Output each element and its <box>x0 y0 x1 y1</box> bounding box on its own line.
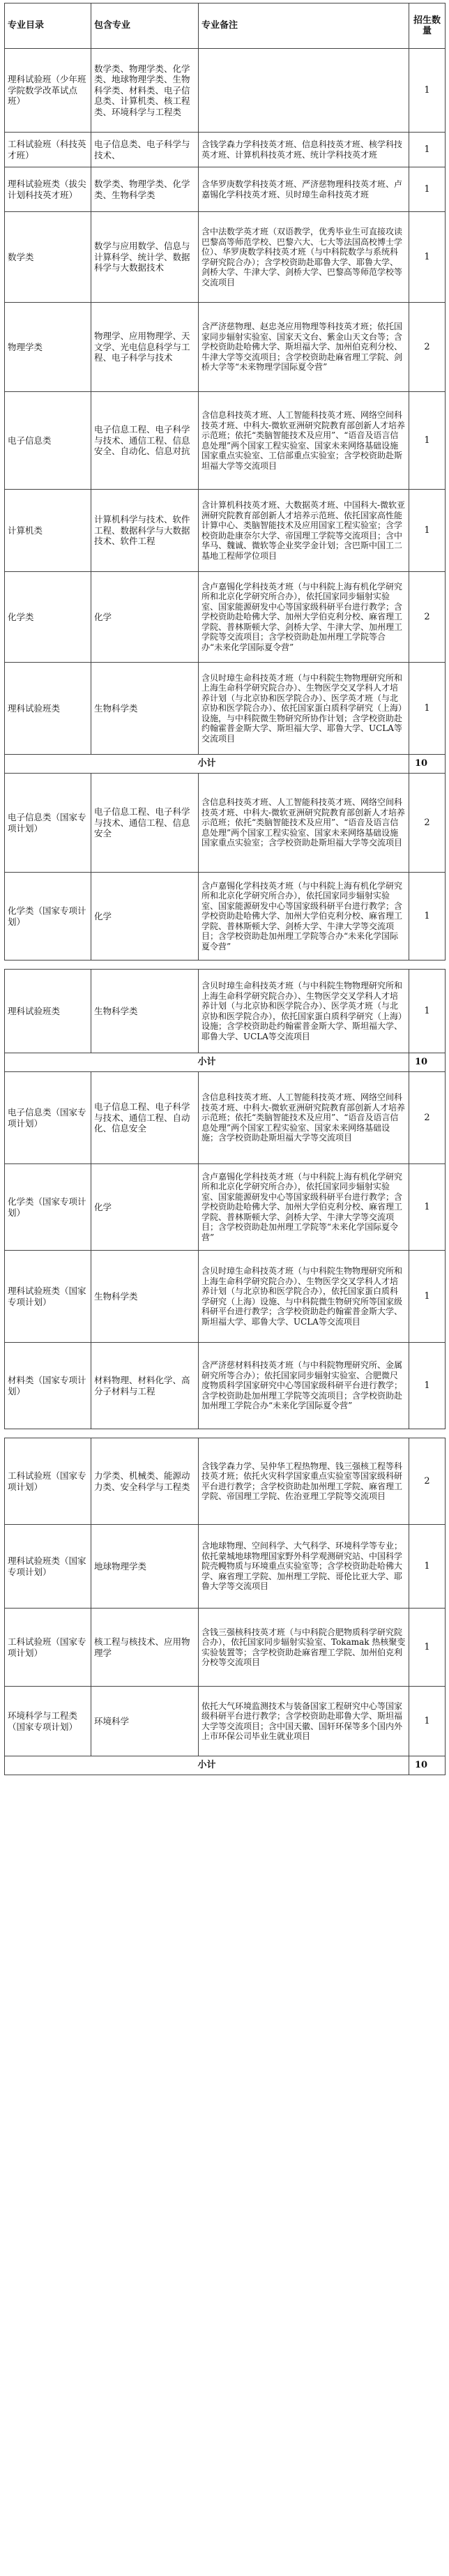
header-notes: 专业备注 <box>199 3 409 49</box>
notes-cell: 含信息科技英才班、人工智能科技英才班、网络空间科技英才班、中科大-微软亚洲研究院教育部创新人才培养示范班；依托“类脑智能技术及应用”、“语音及语言信息处理”两个国家工程实验室、国家未来网络基础设施；含学校资助赴斯坦福大学等交流项目 <box>199 1072 409 1164</box>
notes-cell: 含中法数学英才班（双语教学，优秀毕业生可直接攻读巴黎高等师范学校、巴黎六大、七大等法国高校博士学位）、华罗庚数学科技英才班（与中科院数学与系统科学研究院合办）；含学校资助赴耶鲁大学、耶鲁大学、剑桥大学、牛津大学、剑桥大学、巴黎高等师范学校等交流项目 <box>199 212 409 303</box>
major-cell: 化学类（国家专项计划） <box>5 1164 91 1251</box>
major-cell: 工科试验班（国家专项计划） <box>5 1609 91 1687</box>
includes-cell: 生物科学类 <box>91 970 199 1053</box>
major-cell: 计算机类 <box>5 490 91 572</box>
table-row <box>5 1687 446 1756</box>
section-gap-cell <box>5 961 446 970</box>
header-major-group: 专业目录 <box>5 3 91 49</box>
notes-cell: 含严济慈物理、赵忠尧应用物理等科技英才班；依托国家同步辐射实验室、国家天文台、紫金山天文台等；含学校资助赴哈佛大学、斯坦福大学、加州伯克利分校、牛津大学等交流项目；含学校资助赴麻省理工学院、剑桥大学等“未来物理学国际夏令营” <box>199 303 409 392</box>
includes-cell: 电子信息工程、电子科学与技术、通信工程、信息安全、自动化、信息对抗 <box>91 392 199 490</box>
major-cell: 理科试验班（少年班学院数学改革试点班） <box>5 49 91 133</box>
quota-cell: 1 <box>409 1525 446 1609</box>
table-row <box>5 392 446 490</box>
table-row <box>5 663 446 755</box>
enrollment-plan-table <box>4 3 446 1775</box>
quota-cell: 2 <box>409 1438 446 1525</box>
quota-cell: 1 <box>409 167 446 212</box>
table-row <box>5 873 446 961</box>
table-row <box>5 167 446 212</box>
table-row <box>5 1438 446 1525</box>
subtotal-label: 小计 <box>5 1053 409 1072</box>
notes-cell: 含贝时璋生命科技英才班（与中科院生物物理研究所和上海生命科学研究院合办）、生物医学交叉学科人才培养计划（与北京协和医学院合办）、医学英才班（与北京协和医学院合办），依托国家蛋白质科学研究（上海）设施；含学校资助赴约翰霍普金斯大学、斯坦福大学、耶鲁大学、UCLA等交流项目 <box>199 970 409 1053</box>
major-cell: 物理学类 <box>5 303 91 392</box>
major-cell: 理科试验班类（国家专项计划） <box>5 1251 91 1343</box>
notes-cell: 含钱学森力学、吴仲华工程热物理、钱三强核工程等科技英才班；依托火灾科学国家重点实验室等国家级科研平台进行教学；含学校资助赴加州理工学院、麻省理工学院、帝国理工学院、佐治亚理工学院等交流项目 <box>199 1438 409 1525</box>
table-row <box>5 49 446 133</box>
includes-cell: 核工程与核技术、应用物理学 <box>91 1609 199 1687</box>
major-cell: 电子信息类 <box>5 392 91 490</box>
quota-cell: 1 <box>409 1164 446 1251</box>
subtotal-label: 小计 <box>5 1756 409 1775</box>
major-cell: 电子信息类（国家专项计划） <box>5 1072 91 1164</box>
table-header-row <box>5 3 446 49</box>
includes-cell: 电子信息工程、电子科学与技术、通信工程、信息安全 <box>91 774 199 873</box>
notes-cell: 含华罗庚数学科技英才班、严济慈物理科技英才班、卢嘉锡化学科技英才班、贝时璋生命科技英才班 <box>199 167 409 212</box>
table-row <box>5 970 446 1053</box>
subtotal-row <box>5 1756 446 1775</box>
notes-cell: 含钱学森力学科技英才班、信息科技英才班、核学科技英才班、计算机科技英才班、统计学科技英才班 <box>199 133 409 167</box>
quota-cell: 2 <box>409 572 446 663</box>
major-cell: 环境科学与工程类（国家专项计划） <box>5 1687 91 1756</box>
quota-cell: 1 <box>409 133 446 167</box>
quota-cell: 1 <box>409 1251 446 1343</box>
notes-cell: 依托大气环境监测技术与装备国家工程研究中心等国家级科研平台进行教学；含学校资助赴耶鲁大学、斯坦福大学等交流项目；含中国天徽、国轩环保等多个国内外上市环保公司毕业生就业项目 <box>199 1687 409 1756</box>
major-cell: 理科试验班类 <box>5 970 91 1053</box>
includes-cell: 计算机科学与技术、软件工程、数据科学与大数据技术、软件工程 <box>91 490 199 572</box>
table-row <box>5 490 446 572</box>
notes-cell: 含卢嘉锡化学科技英才班（与中科院上海有机化学研究所和北京化学研究所合办），依托国家同步辐射实验室、国家能源研发中心等国家级科研平台进行教学；含学校资助赴哈佛大学、加州大学伯克利分校、麻省理工学院、普林斯顿大学、剑桥大学、牛津大学等交流项目；含学校资助赴加州理工学院等合办“未来化学国际夏令营” <box>199 873 409 961</box>
notes-cell: 含地球物理、空间科学、大气科学、环境科学等专业；依托蒙城地球物理国家野外科学观测研究站、中国科学院壳幔物质与环境重点实验室等；含学校资助赴哈佛大学、麻省理工学院、加州理工学院、哥伦比亚大学、耶鲁大学等交流项目 <box>199 1525 409 1609</box>
major-cell: 理科试验班类 <box>5 663 91 755</box>
quota-cell: 1 <box>409 212 446 303</box>
quota-cell: 1 <box>409 970 446 1053</box>
quota-cell: 1 <box>409 663 446 755</box>
notes-cell: 含严济慈材料科技英才班（与中科院物理研究所、金属研究所等合办）；依托国家同步辐射实验室、合肥微尺度物质科学国家研究中心等国家级科研平台进行教学；含学校资助赴加州理工学院等交流项目；含学校资助赴加州理工学院合办“未来化学国际夏令营” <box>199 1343 409 1429</box>
quota-cell: 1 <box>409 873 446 961</box>
quota-cell: 2 <box>409 303 446 392</box>
includes-cell: 生物科学类 <box>91 1251 199 1343</box>
table-row <box>5 774 446 873</box>
subtotal-label: 小计 <box>5 755 409 774</box>
includes-cell: 材料物理、材料化学、高分子材料与工程 <box>91 1343 199 1429</box>
subtotal-row <box>5 1053 446 1072</box>
includes-cell: 数学类、物理学类、化学类、地球物理学类、生物科学类、材料类、电子信息类、计算机类、核工程类、环境科学与工程类 <box>91 49 199 133</box>
includes-cell: 地球物理学类 <box>91 1525 199 1609</box>
major-cell: 材料类（国家专项计划） <box>5 1343 91 1429</box>
table-row <box>5 1072 446 1164</box>
includes-cell: 化学 <box>91 873 199 961</box>
major-cell: 理科试验班类（拔尖计划科技英才班） <box>5 167 91 212</box>
major-cell: 电子信息类（国家专项计划） <box>5 774 91 873</box>
includes-cell: 环境科学 <box>91 1687 199 1756</box>
section-gap <box>5 1429 446 1438</box>
major-cell: 理科试验班类（国家专项计划） <box>5 1525 91 1609</box>
subtotal-quota: 10 <box>409 1053 446 1072</box>
table-row <box>5 572 446 663</box>
header-includes: 包含专业 <box>91 3 199 49</box>
header-quota: 招生数量 <box>409 3 446 49</box>
table-row <box>5 1343 446 1429</box>
major-cell: 数学类 <box>5 212 91 303</box>
subtotal-quota: 10 <box>409 1756 446 1775</box>
quota-cell: 1 <box>409 1343 446 1429</box>
quota-cell: 1 <box>409 490 446 572</box>
notes-cell: 含计算机科技英才班、大数据英才班、中国科大-微软亚洲研究院教育部创新人才培养示范班、依托国家高性能计算中心、类脑智能技术及应用国家工程实验室；含学校资助赴康奈尔大学、帝国理工学院等交流项目；含中华马、魏诚、微软等企业奖学金计划；含巴斯中国工二基地工程师学位项目 <box>199 490 409 572</box>
quota-cell: 1 <box>409 1687 446 1756</box>
table-row <box>5 303 446 392</box>
quota-cell: 2 <box>409 1072 446 1164</box>
includes-cell: 数学与应用数学、信息与计算科学、统计学、数据科学与大数据技术 <box>91 212 199 303</box>
table-row <box>5 212 446 303</box>
notes-cell: 含钱三强核科技英才班（与中科院合肥物质科学研究院合办），依托国家同步辐射实验室、Tokamak 热核聚变实验装置等；含学校资助赴麻省理工学院、加州伯克利分校等交流项目 <box>199 1609 409 1687</box>
includes-cell: 数学类、物理学类、化学类、生物科学类 <box>91 167 199 212</box>
table-row <box>5 1164 446 1251</box>
quota-cell: 1 <box>409 1609 446 1687</box>
includes-cell: 物理学、应用物理学、天文学、光电信息科学与工程、电子科学与技术 <box>91 303 199 392</box>
notes-cell: 含信息科技英才班、人工智能科技英才班、网络空间科技英才班、中科大-微软亚洲研究院教育部创新人才培养示范班；依托“类脑智能技术及应用”、“语音及语言信息处理”两个国家工程实验室、国家未来网络基础设施国家重点实验室；含学校资助赴斯坦福大学等交流项目 <box>199 774 409 873</box>
major-cell: 化学类（国家专项计划） <box>5 873 91 961</box>
section-gap <box>5 961 446 970</box>
table-body <box>5 49 446 1775</box>
includes-cell: 力学类、机械类、能源动力类、安全科学与工程类 <box>91 1438 199 1525</box>
table-row <box>5 1251 446 1343</box>
notes-cell: 含贝时璋生命科技英才班（与中科院生物物理研究所和上海生命科学研究院合办）、生物医学交叉学科人才培养计划（与北京协和医学院合办），依托国家蛋白质科学研究（上海）设施、与中科院微生物研究所等国家级科研平台进行教学；含学校资助赴约翰霍普金斯大学、斯坦福大学、耶鲁大学、UCLA等交流项目 <box>199 1251 409 1343</box>
includes-cell: 电子信息类、电子科学与技术、 <box>91 133 199 167</box>
notes-cell: 含贝时璋生命科技英才班（与中科院生物物理研究所和上海生命科学研究院合办）、生物医学交叉学科人才培养计划（与北京协和医学院合办）、医学英才班（与北京协和医学院合办）、依托国家蛋白质科学研究（上海）设施，与中科院微生物研究所协作计划；含学校资助赴约翰霍普金斯大学、斯坦福大学、耶鲁大学、UCLA等交流项目 <box>199 663 409 755</box>
quota-cell: 1 <box>409 392 446 490</box>
table-row <box>5 1525 446 1609</box>
notes-cell: 含信息科技英才班、人工智能科技英才班、网络空间科技英才班、中科大-微软亚洲研究院教育部创新人才培养示范班；依托“类脑智能技术及应用”、“语音及语言信息处理”两个国家工程实验室、国家未来网络基础设施国家重点实验室、工信部重点实验室；含学校资助赴斯坦福大学等交流项目 <box>199 392 409 490</box>
notes-cell <box>199 49 409 133</box>
subtotal-row <box>5 755 446 774</box>
includes-cell: 电子信息工程、电子科学与技术、通信工程、自动化、信息安全 <box>91 1072 199 1164</box>
includes-cell: 生物科学类 <box>91 663 199 755</box>
section-gap-cell <box>5 1429 446 1438</box>
subtotal-quota: 10 <box>409 755 446 774</box>
table-row <box>5 1609 446 1687</box>
quota-cell: 1 <box>409 49 446 133</box>
includes-cell: 化学 <box>91 572 199 663</box>
major-cell: 工科试验班（科技英才班） <box>5 133 91 167</box>
major-cell: 化学类 <box>5 572 91 663</box>
notes-cell: 含卢嘉锡化学科技英才班（与中科院上海有机化学研究所和北京化学研究所合办），依托国家同步辐射实验室、国家能源研发中心等国家级科研平台进行教学；含学校资助赴哈佛大学、加州大学伯克利分校、麻省理工学院、普林斯顿大学、剑桥大学、牛津大学等交流项目；含学校资助赴加州理工学院等“未来化学国际夏令营” <box>199 1164 409 1251</box>
notes-cell: 含卢嘉锡化学科技英才班（与中科院上海有机化学研究所和北京化学研究所合办），依托国家同步辐射实验室、国家能源研发中心等国家级科研平台进行教学；含学校资助赴哈佛大学、加州大学伯克利分校、麻省理工学院、普林斯顿大学、剑桥大学、牛津大学、加州理工学院等交流项目；含学校资助赴加州理工学院等合办“未来化学国际夏令营” <box>199 572 409 663</box>
table-row <box>5 133 446 167</box>
quota-cell: 2 <box>409 774 446 873</box>
includes-cell: 化学 <box>91 1164 199 1251</box>
major-cell: 工科试验班（国家专项计划） <box>5 1438 91 1525</box>
